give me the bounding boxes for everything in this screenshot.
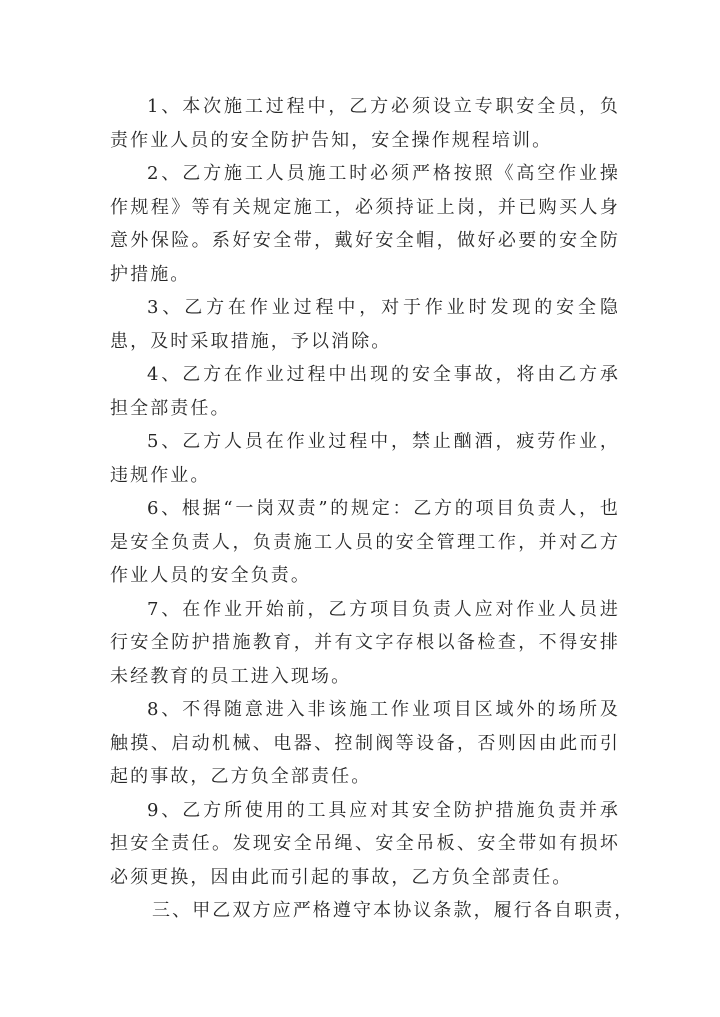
paragraph-1: 1、本次施工过程中，乙方必须设立专职安全员，负责作业人员的安全防护告知，安全操作规程培训。 bbox=[110, 96, 620, 151]
paragraph-7: 7、在作业开始前，乙方项目负责人应对作业人员进行安全防护措施教育，并有文字存根以备检查，不得安排未经教育的员工进入现场。 bbox=[110, 598, 620, 687]
paragraph-8: 8、不得随意进入非该施工作业项目区域外的场所及触摸、启动机械、电器、控制阀等设备，否则因由此而引起的事故，乙方负全部责任。 bbox=[110, 699, 620, 787]
paragraph-3: 3、乙方在作业过程中，对于作业时发现的安全隐患，及时采取措施，予以消除。 bbox=[110, 297, 620, 352]
section-three-paragraph: 三、甲乙双方应严格遵守本协议条款，履行各自职责， bbox=[152, 900, 635, 921]
document-body bbox=[110, 90, 635, 928]
paragraph-2: 2、乙方施工人员施工时必须严格按照《高空作业操作规程》等有关规定施工，必须持证上岗，并已购买人身意外保险。系好安全带，戴好安全帽，做好必要的安全防护措施。 bbox=[110, 163, 620, 285]
paragraph-6: 6、根据“一岗双责”的规定：乙方的项目负责人，也是安全负责人，负责施工人员的安全管理工作，并对乙方作业人员的安全负责。 bbox=[110, 498, 620, 586]
paragraph-9: 9、乙方所使用的工具应对其安全防护措施负责并承担安全责任。发现安全吊绳、安全吊板、安全带如有损坏必须更换，因由此而引起的事故，乙方负全部责任。 bbox=[110, 799, 620, 888]
paragraph-5: 5、乙方人员在作业过程中，禁止酗酒，疲劳作业，违规作业。 bbox=[110, 431, 620, 486]
paragraph-4: 4、乙方在作业过程中出现的安全事故，将由乙方承担全部责任。 bbox=[110, 364, 620, 419]
